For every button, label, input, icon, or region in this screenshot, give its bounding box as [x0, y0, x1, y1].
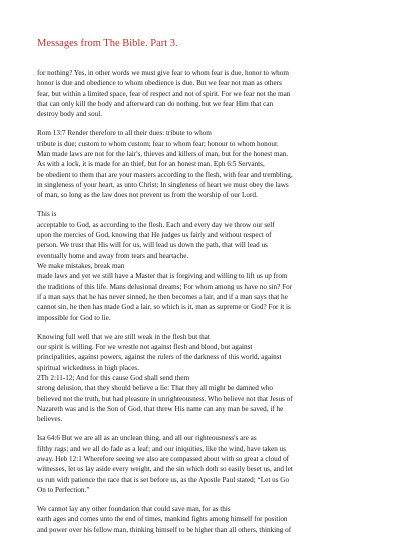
text-line: Knowing full well that we are still weak in the flesh but that	[37, 332, 210, 341]
text-line: We cannot lay any other foundation that could save man, for as this	[37, 505, 231, 514]
text-line: filthy rags; and we all do fade as a leaf; and our iniquities, like the wind, have taken us	[37, 444, 287, 453]
text-line: tribute is due; custom to whom custom; fear to whom fear; honour to whom honour.	[37, 139, 279, 148]
text-line: We make mistakes, break man	[37, 262, 125, 271]
text-line: strong delusion, that they should believe a lie: That they all might be damned who	[37, 384, 274, 393]
text-line: believed not the truth, but had pleasure in unrighteousness. Who believe not that Jesus of	[37, 394, 293, 403]
text-line: earth ages and comes unto the end of times, mankind fights among himself for position	[37, 515, 288, 524]
text-line: On to Perfection.”	[37, 486, 90, 495]
text-line: made laws and yet we still have a Master that is forgiving and willing to lift us up from	[37, 272, 288, 281]
text-line: Isa 64:6 But we are all as an unclean thing, and all our righteousness's are as	[37, 434, 257, 443]
document-body	[37, 68, 387, 544]
text-line: This is	[37, 210, 57, 219]
text-line: As with a lock, it is made for an thief, but for an honest man. Eph 6:5 Servants,	[37, 160, 265, 169]
paragraph	[37, 332, 387, 425]
text-line: away. Heb 12:1 Wherefore seeing we also are compassed about with so great a cloud of	[37, 455, 290, 464]
text-line: honor is due and obedience to whom obedience is due. But we fear not man as others	[37, 79, 282, 88]
text-line: eventually home and away from tears and heartache.	[37, 251, 189, 260]
paragraph	[37, 504, 387, 535]
paragraph	[37, 68, 387, 120]
text-line: spiritual wickedness in high places.	[37, 363, 140, 372]
text-line: for nothing? Yes, in other words we must give fear to whom fear is due, honor to whom	[37, 69, 289, 77]
text-line: Rom 13:7 Render therefore to all their dues: tribute to whom	[37, 129, 212, 138]
text-line: acceptable to God, as according to the flesh. Each and every day we throw our self	[37, 220, 275, 229]
text-line: fear, but within a limited space, fear of respect and not of spirit. For we fear not the man	[37, 89, 291, 98]
text-line: in singleness of your heart, as unto Christ; In singleness of heart we must obey the laws	[37, 181, 289, 190]
text-line: that can only kill the body and afterward can do nothing, but we fear Him that can	[37, 100, 274, 109]
text-line: principalities, against powers, against the rulers of the darkness of this world, against	[37, 353, 282, 362]
text-line: destroy body and soul.	[37, 110, 103, 119]
text-line: upon the mercies of God, knowing that He judges us fairly and without respect of	[37, 231, 272, 239]
text-line: person. We trust that His will for us, will lead us down the path, that will lead us	[37, 241, 268, 250]
text-line: and power over his fellow man, thinking himself to be higher than all others, thinking of	[37, 525, 292, 534]
document-title: Messages from The Bible. Part 3.	[37, 38, 178, 49]
text-line: the traditions of this life. Mans delusional dreams; For whom among us have no sin? For	[37, 282, 293, 291]
paragraph	[37, 209, 387, 323]
paragraph	[37, 128, 387, 200]
paragraph	[37, 433, 387, 495]
text-line: 2Th 2:11-12; And for this cause God shall send them	[37, 374, 190, 383]
text-line: Man made laws are not for the lair's, thieves and killers of man, but for the honest man.	[37, 150, 289, 158]
text-line: of man, so long as the law does not prevent us from the worship of our Lord.	[37, 191, 258, 200]
text-line: our spirit is willing. For we wrestle not against flesh and blood, but against	[37, 343, 253, 352]
text-line: witnesses, let us lay aside every weight, and the sin which doth so easily beset us, and let	[37, 465, 293, 474]
text-line: impossible for God to lie.	[37, 313, 111, 322]
text-line: if a man says that he has never sinned, he then becomes a lair, and if a man says that he	[37, 293, 288, 302]
text-line: believes.	[37, 415, 63, 424]
text-line: cannot sin, he then has made God a lair, so which is it, man as supreme or God? For it is	[37, 303, 291, 312]
text-line: be obedient to them that are your masters according to the flesh, with fear and trembling,	[37, 170, 293, 179]
text-line: us run with patience the race that is set before us, as the Apostle Paul stated; “Let us Go	[37, 475, 290, 484]
text-line: Nazareth was and is the Son of God, that threw His name can any man be saved, if he	[37, 405, 284, 414]
